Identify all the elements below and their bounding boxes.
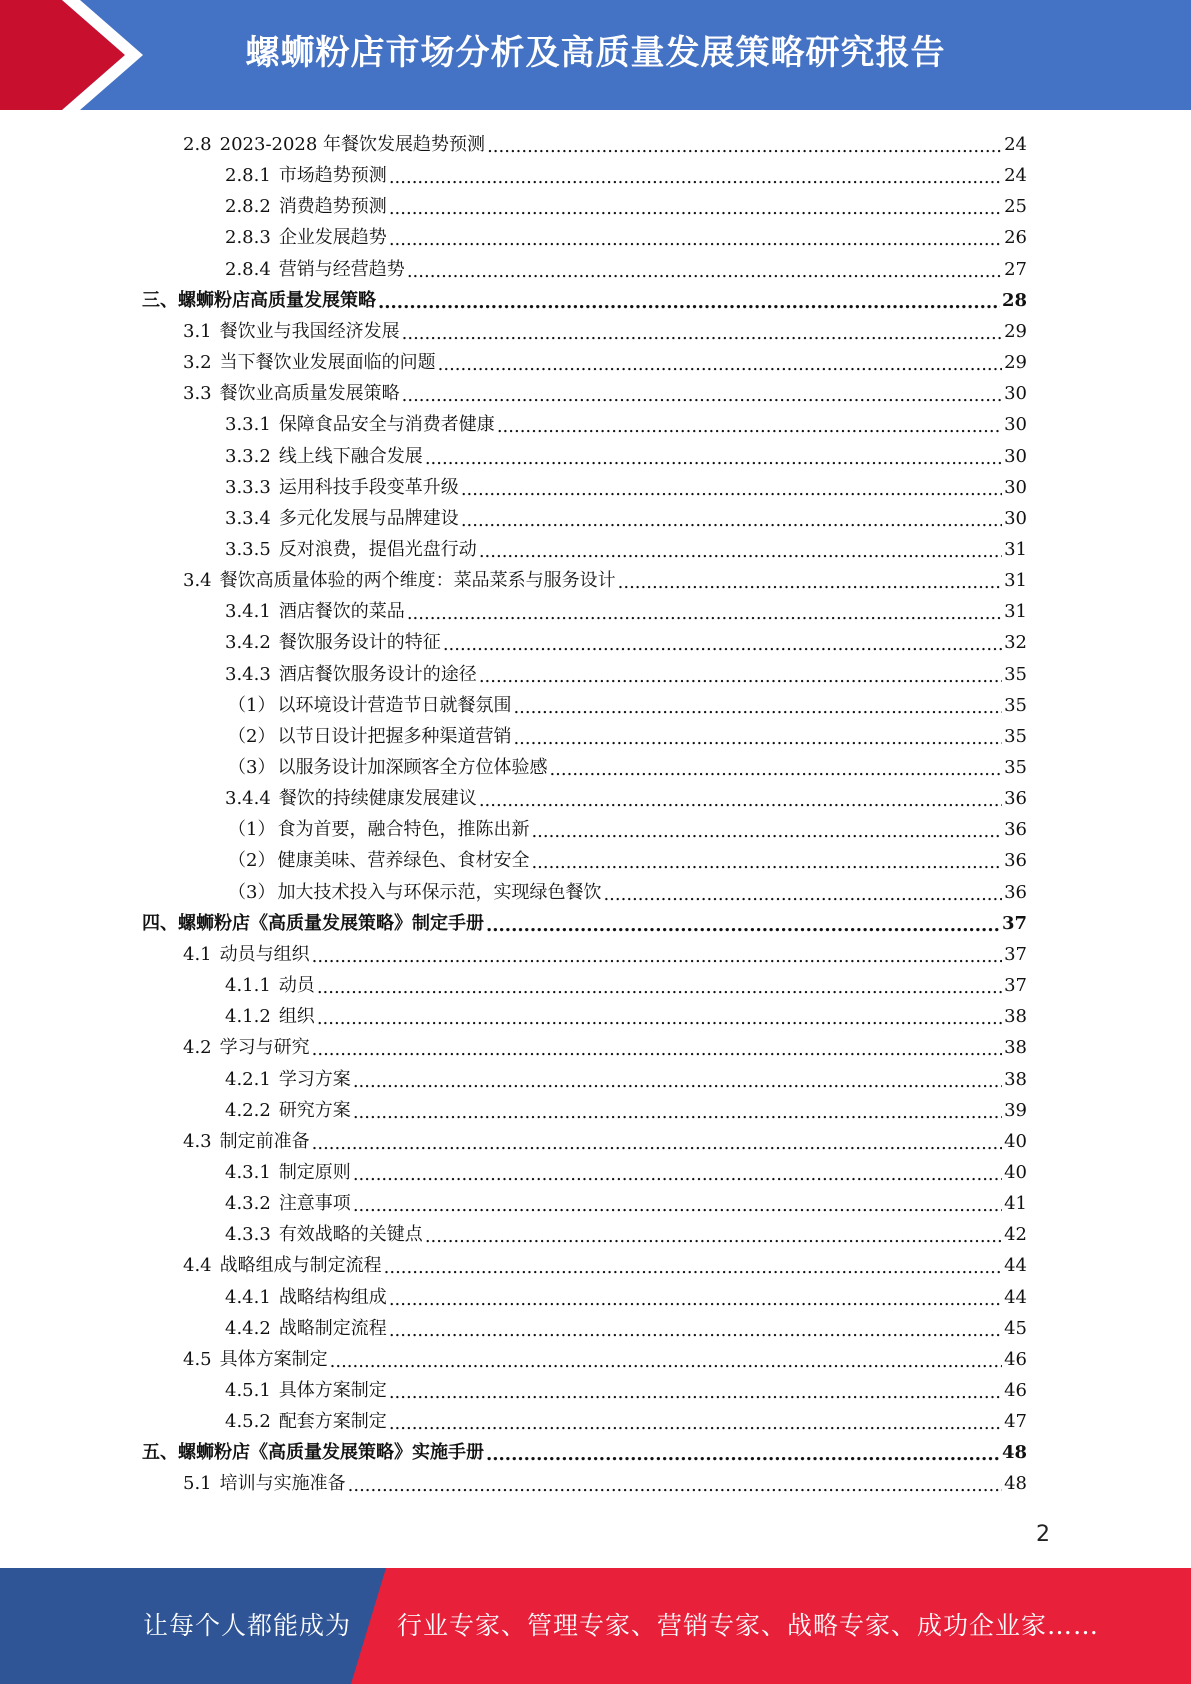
toc-entry[interactable] xyxy=(183,1466,1027,1497)
header-arrow-icon xyxy=(0,0,160,110)
toc-entry-page: 40 xyxy=(1004,1161,1027,1183)
toc-entry-title: 螺蛳粉店《高质量发展策略》制定手册 xyxy=(178,912,484,934)
toc-dot-leader xyxy=(461,477,1002,501)
toc-entry-number: 4.3 xyxy=(183,1130,212,1152)
toc-dot-leader xyxy=(389,1411,1002,1435)
toc-entry-number: 三、 xyxy=(142,289,178,311)
toc-dot-leader xyxy=(513,695,1002,719)
toc-entry-title: 运用科技手段变革升级 xyxy=(278,476,459,498)
toc-entry-title: 餐饮高质量体验的两个维度：菜品菜系与服务设计 xyxy=(219,570,616,592)
toc-entry-title: 餐饮服务设计的特征 xyxy=(278,632,441,654)
toc-entry-page: 42 xyxy=(1004,1224,1027,1246)
toc-entry-number: 3.4.2 xyxy=(225,632,271,654)
toc-entry-number: （2） xyxy=(228,725,276,747)
toc-dot-leader xyxy=(348,1473,1002,1497)
toc-dot-leader xyxy=(353,1162,1002,1186)
toc-entry[interactable] xyxy=(225,501,1027,532)
toc-entry[interactable] xyxy=(225,407,1027,438)
toc-entry[interactable] xyxy=(183,1030,1027,1061)
toc-entry-page: 45 xyxy=(1004,1317,1027,1339)
toc-entry-number: 2.8 xyxy=(183,134,212,155)
toc-dot-leader xyxy=(513,726,1002,750)
toc-dot-leader xyxy=(402,321,1002,345)
toc-dot-leader xyxy=(312,944,1002,968)
toc-dot-leader xyxy=(531,850,1002,874)
toc-entry-page: 25 xyxy=(1004,196,1027,218)
toc-entry-number: 4.3.3 xyxy=(225,1224,271,1246)
toc-entry-title: 餐饮业与我国经济发展 xyxy=(219,320,400,342)
toc-entry-page: 37 xyxy=(1004,975,1027,997)
toc-entry-number: 4.2 xyxy=(183,1037,212,1059)
page-number: 2 xyxy=(1036,1522,1050,1547)
toc-entry-number: 2.8.3 xyxy=(225,227,271,249)
toc-entry-page: 35 xyxy=(1004,725,1027,747)
toc-entry-number: 3.3.5 xyxy=(225,538,271,560)
toc-entry-number: 2.8.2 xyxy=(225,196,271,218)
toc-dot-leader xyxy=(317,975,1002,999)
toc-entry-title: 战略组成与制定流程 xyxy=(219,1255,382,1277)
page-header xyxy=(0,0,1191,110)
toc-dot-leader xyxy=(402,383,1002,407)
toc-entry[interactable] xyxy=(225,158,1027,189)
page-footer xyxy=(0,1568,1191,1684)
toc-entry-title: 保障食品安全与消费者健康 xyxy=(278,414,495,436)
toc-entry-title: 学习方案 xyxy=(278,1068,351,1090)
toc-entry-title: 餐饮业高质量发展策略 xyxy=(219,383,400,405)
toc-entry-title: 营销与经营趋势 xyxy=(278,258,405,280)
toc-entry-title: 多元化发展与品牌建设 xyxy=(278,507,459,529)
toc-entry-number: 3.4 xyxy=(183,570,212,592)
toc-entry-page: 46 xyxy=(1004,1380,1027,1401)
toc-entry-number: 4.4.1 xyxy=(225,1286,271,1308)
toc-dot-leader xyxy=(389,227,1002,251)
toc-dot-leader xyxy=(461,508,1002,532)
toc-entry[interactable] xyxy=(225,439,1027,470)
toc-entry-page: 24 xyxy=(1004,134,1027,155)
toc-entry-title: 2023-2028 年餐饮发展趋势预测 xyxy=(219,134,486,155)
toc-entry-page: 46 xyxy=(1004,1348,1027,1370)
toc-dot-leader xyxy=(389,165,1002,189)
toc-entry-number: 3.3 xyxy=(183,383,212,405)
footer-slogan-right: 行业专家、管理专家、营销专家、战略专家、成功企业家…… xyxy=(397,1611,1100,1640)
toc-entry-number: 4.5.2 xyxy=(225,1411,271,1433)
toc-entry-title: 具体方案制定 xyxy=(278,1380,387,1401)
toc-entry-title: 研究方案 xyxy=(278,1099,351,1121)
toc-dot-leader xyxy=(531,819,1002,843)
toc-entry[interactable] xyxy=(228,750,1027,781)
toc-entry-page: 48 xyxy=(1001,1442,1027,1464)
toc-entry-page: 48 xyxy=(1004,1473,1027,1495)
toc-entry-title: 消费趋势预测 xyxy=(278,196,387,218)
toc-entry[interactable] xyxy=(142,1435,1027,1466)
toc-entry[interactable] xyxy=(225,968,1027,999)
toc-entry-page: 39 xyxy=(1004,1099,1027,1121)
toc-entry-page: 30 xyxy=(1004,476,1027,498)
toc-entry[interactable] xyxy=(225,220,1027,251)
toc-entry-page: 36 xyxy=(1004,850,1027,872)
toc-entry-title: 酒店餐饮服务设计的途径 xyxy=(278,663,477,685)
toc-dot-leader xyxy=(389,196,1002,220)
toc-entry-number: 4.4 xyxy=(183,1255,212,1277)
toc-entry-number: 4.1.2 xyxy=(225,1006,271,1028)
toc-dot-leader xyxy=(407,601,1002,625)
toc-entry-page: 30 xyxy=(1004,507,1027,529)
toc-dot-leader xyxy=(353,1100,1002,1124)
toc-entry[interactable] xyxy=(183,937,1027,968)
toc-entry-page: 26 xyxy=(1004,227,1027,249)
toc-entry[interactable] xyxy=(142,283,1027,314)
toc-entry-number: 4.2.1 xyxy=(225,1068,271,1090)
toc-entry-title: 健康美味、营养绿色、食材安全 xyxy=(277,850,530,872)
toc-entry[interactable] xyxy=(225,189,1027,220)
toc-entry-page: 40 xyxy=(1004,1130,1027,1152)
toc-entry-number: （1） xyxy=(228,694,276,716)
toc-entry[interactable] xyxy=(225,1093,1027,1124)
toc-entry[interactable] xyxy=(225,470,1027,501)
toc-dot-leader xyxy=(312,1037,1002,1061)
toc-entry-number: 四、 xyxy=(142,912,178,934)
toc-entry-page: 29 xyxy=(1004,352,1027,374)
toc-entry[interactable] xyxy=(183,1248,1027,1279)
toc-dot-leader xyxy=(389,1380,1002,1404)
toc-entry-title: 加大技术投入与环保示范，实现绿色餐饮 xyxy=(277,881,602,903)
toc-entry[interactable] xyxy=(183,314,1027,345)
toc-entry-title: 市场趋势预测 xyxy=(278,165,387,187)
toc-entry-page: 30 xyxy=(1004,414,1027,436)
toc-entry-page: 30 xyxy=(1004,383,1027,405)
toc-entry-number: 5.1 xyxy=(183,1473,212,1495)
toc-entry-title: 反对浪费，提倡光盘行动 xyxy=(278,538,477,560)
toc-dot-leader xyxy=(312,1131,1002,1155)
toc-entry[interactable] xyxy=(225,999,1027,1030)
toc-entry-number: （3） xyxy=(228,757,276,778)
toc-entry-number: （1） xyxy=(228,819,276,841)
toc-entry-title: 动员 xyxy=(278,975,315,997)
toc-entry-title: 配套方案制定 xyxy=(278,1411,387,1433)
toc-entry[interactable] xyxy=(183,1342,1027,1373)
toc-dot-leader xyxy=(425,446,1002,470)
toc-entry[interactable] xyxy=(225,594,1027,625)
toc-entry[interactable] xyxy=(183,563,1027,594)
toc-entry[interactable] xyxy=(225,1280,1027,1311)
toc-entry-title: 培训与实施准备 xyxy=(219,1473,346,1495)
toc-entry[interactable] xyxy=(228,875,1027,906)
toc-entry[interactable] xyxy=(228,688,1027,719)
toc-entry-page: 38 xyxy=(1004,1037,1027,1059)
toc-entry-title: 制定前准备 xyxy=(219,1130,310,1152)
toc-entry[interactable] xyxy=(225,1373,1027,1404)
toc-entry[interactable] xyxy=(225,1217,1027,1248)
toc-entry-title: 注意事项 xyxy=(278,1193,351,1215)
toc-entry-number: （2） xyxy=(228,850,276,872)
toc-entry-title: 企业发展趋势 xyxy=(278,227,387,249)
toc-entry-page: 35 xyxy=(1004,757,1027,778)
report-title: 螺蛳粉店市场分析及高质量发展策略研究报告 xyxy=(245,33,946,73)
toc-entry-number: 4.3.2 xyxy=(225,1193,271,1215)
toc-entry-number: 3.4.3 xyxy=(225,663,271,685)
toc-entry[interactable] xyxy=(228,812,1027,843)
toc-entry-page: 31 xyxy=(1004,570,1027,592)
toc-entry-page: 31 xyxy=(1004,601,1027,623)
toc-entry-number: 3.3.3 xyxy=(225,476,271,498)
toc-entry-page: 35 xyxy=(1004,663,1027,685)
toc-entry-title: 酒店餐饮的菜品 xyxy=(278,601,405,623)
toc-entry-number: 3.1 xyxy=(183,320,212,342)
toc-dot-leader xyxy=(407,259,1002,283)
toc-entry-title: 制定原则 xyxy=(278,1161,351,1183)
toc-entry-number: 4.3.1 xyxy=(225,1161,271,1183)
toc-entry-title: 食为首要，融合特色，推陈出新 xyxy=(277,819,530,841)
toc-entry-number: 3.4.1 xyxy=(225,601,271,623)
toc-entry-title: 战略结构组成 xyxy=(278,1286,387,1308)
toc-entry-page: 37 xyxy=(1001,912,1027,934)
toc-entry-title: 动员与组织 xyxy=(219,943,310,965)
toc-entry-number: 3.2 xyxy=(183,352,212,374)
toc-dot-leader xyxy=(317,1006,1002,1030)
toc-dot-leader xyxy=(425,1224,1002,1248)
toc-entry[interactable] xyxy=(142,906,1027,937)
toc-entry-page: 44 xyxy=(1004,1255,1027,1277)
toc-entry-page: 41 xyxy=(1004,1193,1027,1215)
toc-entry-page: 35 xyxy=(1004,694,1027,716)
toc-entry-page: 36 xyxy=(1004,881,1027,903)
toc-entry[interactable] xyxy=(183,376,1027,407)
toc-dot-leader xyxy=(443,632,1002,656)
toc-entry[interactable] xyxy=(225,1311,1027,1342)
toc-dot-leader xyxy=(389,1287,1002,1311)
toc-entry-title: 螺蛳粉店《高质量发展策略》实施手册 xyxy=(178,1442,484,1464)
toc-entry-page: 29 xyxy=(1004,320,1027,342)
toc-dot-leader xyxy=(479,664,1002,688)
toc-entry[interactable] xyxy=(183,1124,1027,1155)
toc-entry-page: 28 xyxy=(1001,289,1027,311)
toc-entry-number: 五、 xyxy=(142,1442,178,1464)
toc-dot-leader xyxy=(486,1442,1000,1466)
toc-entry[interactable] xyxy=(228,843,1027,874)
toc-entry-number: 2.8.4 xyxy=(225,258,271,280)
toc-dot-leader xyxy=(479,788,1002,812)
toc-entry-number: 4.5.1 xyxy=(225,1380,271,1401)
toc-entry[interactable] xyxy=(225,625,1027,656)
toc-entry-number: 4.4.2 xyxy=(225,1317,271,1339)
toc-entry-number: （3） xyxy=(228,881,276,903)
toc-entry-page: 36 xyxy=(1004,788,1027,810)
toc-entry-page: 38 xyxy=(1004,1006,1027,1028)
toc-entry[interactable] xyxy=(225,1186,1027,1217)
toc-entry[interactable] xyxy=(183,345,1027,376)
toc-entry[interactable] xyxy=(183,127,1027,158)
toc-dot-leader xyxy=(479,539,1002,563)
toc-dot-leader xyxy=(353,1069,1002,1093)
toc-dot-leader xyxy=(384,1255,1002,1279)
toc-entry-page: 36 xyxy=(1004,819,1027,841)
toc-entry-page: 27 xyxy=(1004,258,1027,280)
toc-entry[interactable] xyxy=(225,657,1027,688)
toc-entry-number: 4.5 xyxy=(183,1348,212,1370)
toc-entry-title: 有效战略的关键点 xyxy=(278,1224,423,1246)
toc-dot-leader xyxy=(603,882,1002,906)
toc-entry[interactable] xyxy=(225,1062,1027,1093)
toc-entry[interactable] xyxy=(225,1155,1027,1186)
toc-entry-title: 以环境设计营造节日就餐氛围 xyxy=(277,694,512,716)
toc-entry-page: 44 xyxy=(1004,1286,1027,1308)
toc-entry-number: 3.3.2 xyxy=(225,445,271,467)
footer-slogan-left: 让每个人都能成为 xyxy=(143,1611,352,1640)
toc-entry[interactable] xyxy=(225,532,1027,563)
toc-entry-title: 具体方案制定 xyxy=(219,1348,328,1370)
toc-entry-page: 31 xyxy=(1004,538,1027,560)
toc-entry-number: 2.8.1 xyxy=(225,165,271,187)
toc-entry-page: 30 xyxy=(1004,445,1027,467)
toc-entry-title: 当下餐饮业发展面临的问题 xyxy=(219,352,436,374)
toc-entry-title: 学习与研究 xyxy=(219,1037,310,1059)
toc-entry-page: 38 xyxy=(1004,1068,1027,1090)
toc-entry-number: 3.3.1 xyxy=(225,414,271,436)
toc-entry-title: 组织 xyxy=(278,1006,315,1028)
toc-entry-title: 以节日设计把握多种渠道营销 xyxy=(277,725,512,747)
toc-dot-leader xyxy=(438,352,1002,376)
toc-entry-title: 线上线下融合发展 xyxy=(278,445,423,467)
toc-entry-title: 螺蛳粉店高质量发展策略 xyxy=(178,289,376,311)
toc-dot-leader xyxy=(618,570,1002,594)
toc-entry-page: 37 xyxy=(1004,943,1027,965)
toc-entry-number: 3.3.4 xyxy=(225,507,271,529)
toc-entry-number: 4.1 xyxy=(183,943,212,965)
toc-dot-leader xyxy=(353,1193,1002,1217)
toc-entry-page: 47 xyxy=(1004,1411,1027,1433)
toc-dot-leader xyxy=(378,290,1000,314)
toc-entry[interactable] xyxy=(225,252,1027,283)
toc-entry-number: 4.1.1 xyxy=(225,975,271,997)
toc-entry[interactable] xyxy=(228,719,1027,750)
toc-entry[interactable] xyxy=(225,1404,1027,1435)
toc-entry-number: 4.2.2 xyxy=(225,1099,271,1121)
toc-dot-leader xyxy=(389,1318,1002,1342)
toc-entry[interactable] xyxy=(225,781,1027,812)
toc-entry-title: 以服务设计加深顾客全方位体验感 xyxy=(277,757,548,778)
toc-dot-leader xyxy=(330,1349,1002,1373)
toc-dot-leader xyxy=(549,757,1002,781)
toc-entry-number: 3.4.4 xyxy=(225,788,271,810)
toc-dot-leader xyxy=(486,913,1000,937)
toc-dot-leader xyxy=(487,134,1002,158)
toc-entry-page: 32 xyxy=(1004,632,1027,654)
toc-entry-title: 餐饮的持续健康发展建议 xyxy=(278,788,477,810)
toc-entry-title: 战略制定流程 xyxy=(278,1317,387,1339)
toc-dot-leader xyxy=(497,414,1002,438)
toc-entry-page: 24 xyxy=(1004,165,1027,187)
